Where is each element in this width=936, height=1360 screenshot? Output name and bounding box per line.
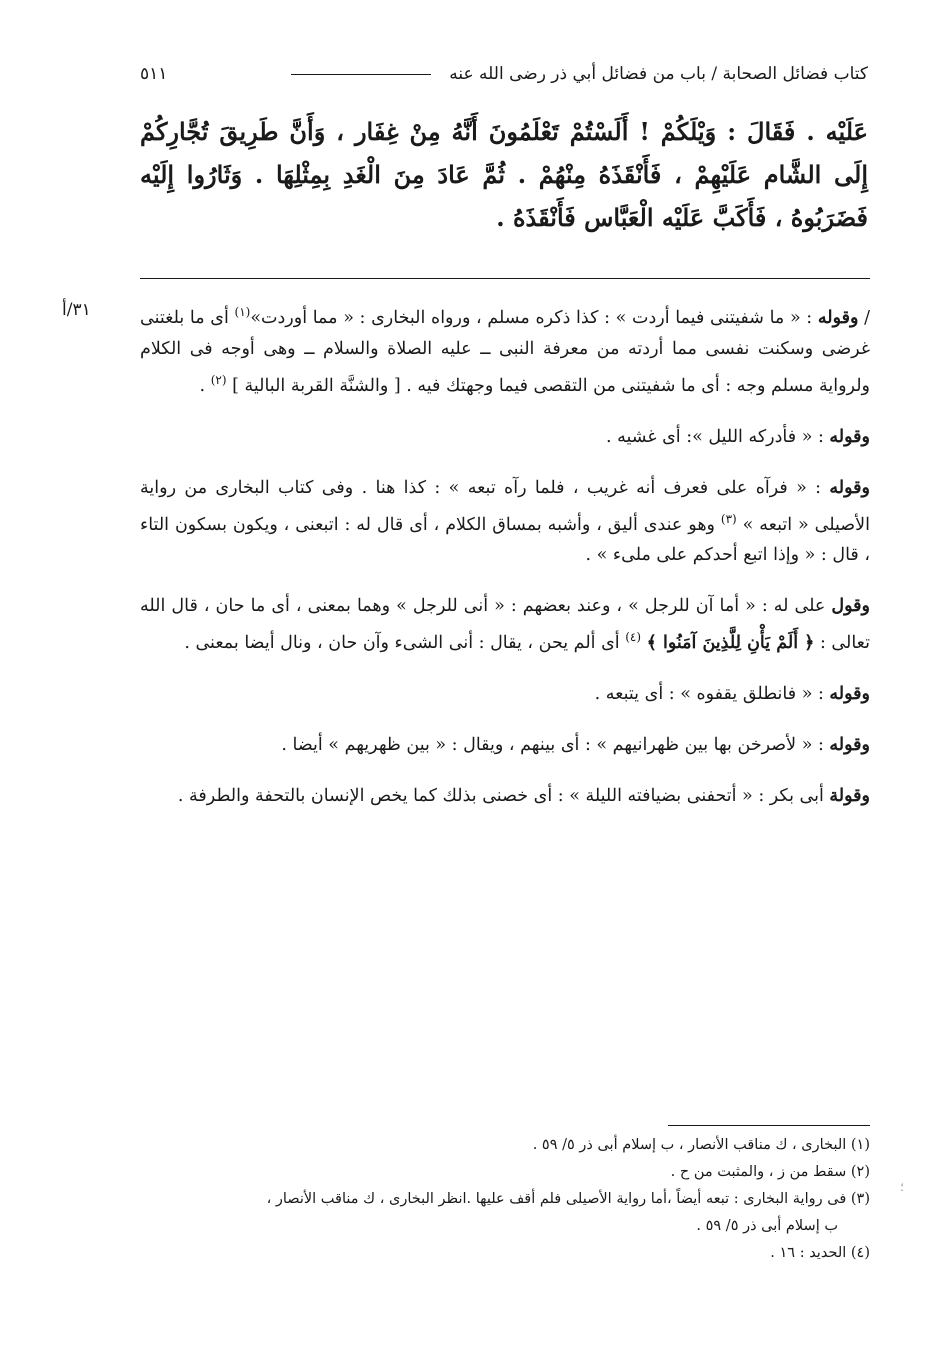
footnote-1: (١) البخارى ، ك مناقب الأنصار ، ب إسلام أبى ذر ٥/ ٥٩ . [532, 1137, 870, 1153]
commentary [140, 297, 870, 832]
keyword: وقول [831, 596, 870, 617]
footnote-divider [668, 1125, 870, 1126]
paragraph-text: . [199, 375, 211, 396]
paragraph-marker: / [858, 307, 870, 328]
footnote-ref-2: (٢) [210, 372, 227, 387]
paragraph-text: أى ألم يحن ، يقال : أنى الشىء وآن حان ، ونال أيضا بمعنى . [184, 633, 626, 654]
commentary-paragraph-5 [140, 679, 870, 710]
paragraph-text: على له : « أما آن للرجل » ، وعند بعضهم : « أنى للرجل » وهما بمعنى ، أى ما حان ، قال الله تعالى : [140, 596, 870, 654]
footnote-ref-4: (٤) [625, 630, 642, 645]
running-header [140, 58, 868, 90]
keyword: وقوله [829, 477, 870, 498]
footnote-ref-1: (١) [234, 305, 251, 319]
footnote-ref-3: (٣) [720, 511, 737, 526]
paragraph-text: وهو عندى أليق ، وأشبه بمساق الكلام ، أى قال له : اتبعنى ، ويكون بسكون التاء ، قال : « وإذا اتبع أحدكم على ملىء » . [140, 514, 870, 566]
paragraph-text: : « ما شفيتنى فيما أردت » : كذا ذكره مسلم ، ورواه البخارى : « مما أوردت» [250, 307, 818, 328]
keyword: وقوله [829, 426, 870, 447]
book-title: كتاب فضائل الصحابة / باب من فضائل أبي ذر رضى الله عنه [449, 64, 868, 84]
keyword: وقوله [817, 307, 859, 328]
commentary-paragraph-1 [140, 297, 870, 402]
margin-mark: ؛ [900, 1180, 904, 1194]
quran-verse: ﴿ أَلَمْ يَأْنِ لِلَّذِينَ آمَنُوا ﴾ [646, 633, 815, 654]
keyword: وقولة [829, 786, 870, 807]
paragraph-text: أبى بكر : « أتحفنى بضيافته الليلة » : أى خصنى بذلك كما يخص الإنسان بالتحفة والطرفة . [177, 786, 830, 807]
paragraph-text: : « لأصرخن بها بين ظهرانيهم » : أى بينهم ، ويقال : « بين ظهريهم » أيضا . [281, 735, 830, 756]
commentary-paragraph-2 [140, 422, 870, 453]
commentary-paragraph-6 [140, 730, 870, 761]
footnotes [140, 1132, 870, 1267]
footnote-3: (٣) فى رواية البخارى : تبعه أيضاً ،أما رواية الأصيلى فلم أقف عليها .انظر البخارى ، ك مناقب الأنصار ، [266, 1191, 870, 1207]
commentary-paragraph-3 [140, 473, 870, 572]
paragraph-text: : « فانطلق يقفوه » : أى يتبعه . [594, 684, 830, 705]
paragraph-text: : « فرآه على فعرف أنه غريب ، فلما رآه تبعه » : كذا هنا . وفى كتاب البخارى من رواية الأصيلى « اتبعه » [140, 477, 870, 535]
keyword: وقوله [829, 684, 870, 705]
margin-reference: ٣١/أ [62, 300, 91, 320]
footnote-2: (٢) سقط من ز ، والمثبت من ح . [670, 1164, 870, 1180]
commentary-paragraph-4 [140, 591, 870, 659]
paragraph-text: : « فأدركه الليل »: أى غشيه . [605, 426, 830, 447]
header-rule [291, 74, 431, 75]
footnote-3-continued: ب إسلام أبى ذر ٥/ ٥٩ . [696, 1218, 838, 1234]
hadith-text: عَلَيْه . فَقَالَ : وَيْلَكُمْ ! أَلَسْتُمْ تَعْلَمُونَ أَنَّهُ مِنْ غِفَار ، وَأَنَّ طَرِيقَ تُجَّارِكُمْ إِلَى الشَّام عَلَيْهِمْ ، فَأَنْقَذَهُ مِنْهُمْ . ثُمَّ عَادَ مِنَ الْغَدِ بِمِثْلِهَا . وَثَارُوا إِلَيْه فَضَرَبُوهُ ، فَأَكَبَّ عَلَيْه الْعَبَّاس فَأَنْقَذَهُ . [140, 117, 868, 232]
page-number: ٥١١ [140, 64, 168, 84]
keyword: وقوله [829, 735, 870, 756]
paragraph-text: أى ما بلغتنى غرضى وسكنت نفسى مما أردته من معرفة النبى ــ عليه الصلاة والسلام ــ وهى أوجه فى الكلام ولرواية مسلم وجه : أى ما شفيتنى من التقصى فيما وجهتك فيه . [ والشنَّة القربة البالية ] [140, 307, 870, 396]
section-divider [140, 278, 870, 279]
footnote-4: (٤) الحديد : ١٦ . [770, 1245, 870, 1261]
commentary-paragraph-7 [140, 781, 870, 812]
